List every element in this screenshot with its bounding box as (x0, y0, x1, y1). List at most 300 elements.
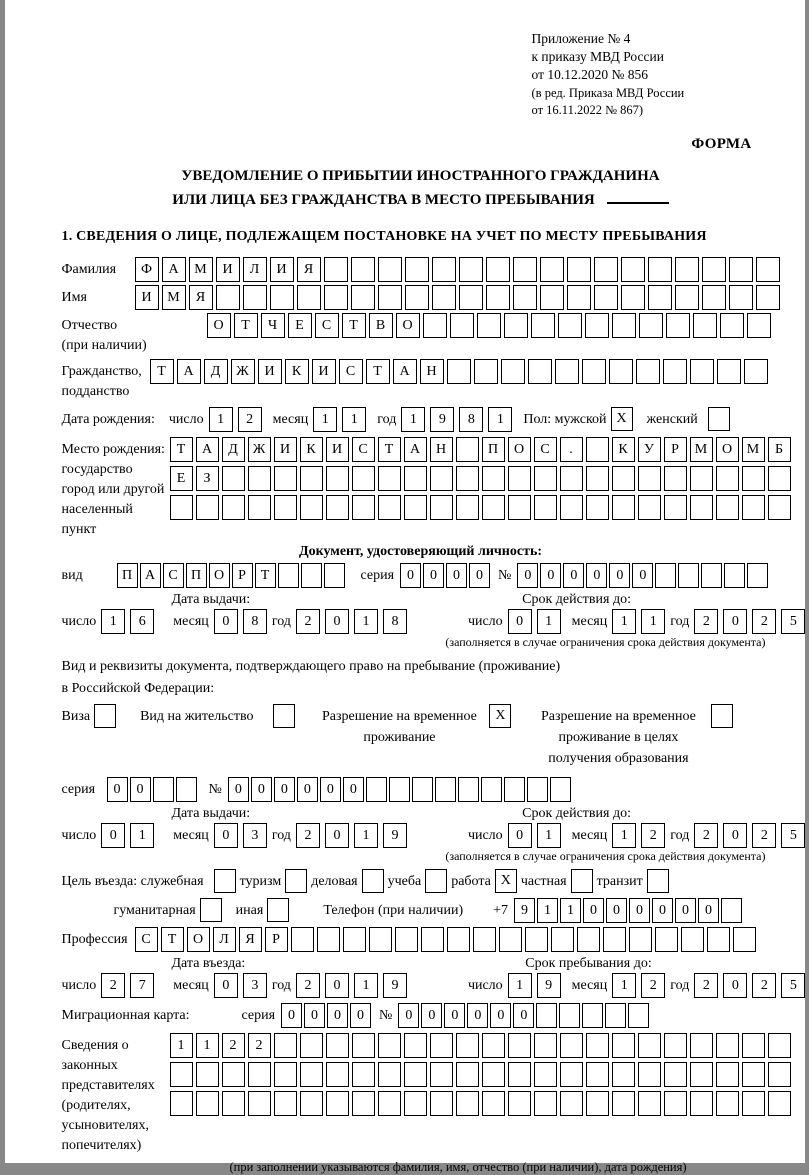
form-cell[interactable]: М (162, 285, 186, 310)
form-cell[interactable] (648, 257, 672, 282)
form-cell[interactable] (404, 1062, 427, 1087)
form-cell[interactable] (586, 1033, 609, 1058)
form-cell[interactable] (486, 285, 510, 310)
form-cell[interactable]: 0 (606, 898, 627, 923)
form-cell[interactable] (326, 1062, 349, 1087)
form-cell[interactable] (456, 1062, 479, 1087)
form-cell[interactable] (768, 1033, 791, 1058)
form-cell[interactable] (558, 313, 582, 338)
form-cell[interactable] (621, 257, 645, 282)
form-cell[interactable] (326, 1033, 349, 1058)
form-cell[interactable] (378, 495, 401, 520)
form-cell[interactable] (459, 285, 483, 310)
form-cell[interactable] (690, 1033, 713, 1058)
form-cell[interactable] (196, 495, 219, 520)
form-cell[interactable] (456, 1033, 479, 1058)
form-cell[interactable]: 0 (325, 823, 349, 848)
form-cell[interactable] (621, 285, 645, 310)
form-cell[interactable]: И (326, 437, 349, 462)
form-cell[interactable]: 1 (401, 407, 425, 432)
form-cell[interactable]: М (742, 437, 765, 462)
form-cell[interactable]: 1 (537, 823, 561, 848)
form-cell[interactable] (582, 359, 606, 384)
form-cell[interactable] (742, 1033, 765, 1058)
form-cell[interactable] (222, 1062, 245, 1087)
form-cell[interactable] (742, 1062, 765, 1087)
form-cell[interactable] (582, 1003, 603, 1028)
form-cell[interactable] (586, 437, 609, 462)
form-cell[interactable]: И (135, 285, 159, 310)
form-cell[interactable] (724, 563, 745, 588)
form-cell[interactable] (577, 927, 600, 952)
form-cell[interactable] (560, 466, 583, 491)
form-cell[interactable]: Ч (261, 313, 285, 338)
form-cell[interactable]: С (163, 563, 184, 588)
form-cell[interactable] (536, 1003, 557, 1028)
migration-card-number[interactable] (398, 1003, 651, 1028)
form-cell[interactable]: Я (297, 257, 321, 282)
form-cell[interactable]: 1 (612, 973, 636, 998)
form-cell[interactable] (550, 777, 571, 802)
form-cell[interactable] (378, 1091, 401, 1116)
form-cell[interactable]: К (612, 437, 635, 462)
form-cell[interactable] (324, 563, 345, 588)
profession-field[interactable] (135, 927, 759, 952)
birth-year-field[interactable] (401, 407, 517, 432)
form-cell[interactable] (404, 466, 427, 491)
form-cell[interactable]: 2 (296, 609, 320, 634)
form-cell[interactable] (473, 927, 496, 952)
form-cell[interactable]: С (352, 437, 375, 462)
form-cell[interactable]: Л (243, 257, 267, 282)
permit-issue-day[interactable] (101, 823, 159, 848)
permit-issue-year[interactable] (296, 823, 412, 848)
form-cell[interactable] (638, 1033, 661, 1058)
form-cell[interactable] (456, 466, 479, 491)
form-cell[interactable] (594, 285, 618, 310)
form-cell[interactable]: 0 (350, 1003, 371, 1028)
form-cell[interactable]: Д (204, 359, 228, 384)
purpose-private-checkbox[interactable] (571, 869, 593, 893)
form-cell[interactable]: 1 (612, 823, 636, 848)
form-cell[interactable]: 2 (296, 823, 320, 848)
form-cell[interactable] (555, 359, 579, 384)
form-cell[interactable]: 1 (560, 898, 581, 923)
form-cell[interactable]: А (404, 437, 427, 462)
form-cell[interactable]: 1 (488, 407, 512, 432)
form-cell[interactable]: 0 (228, 777, 249, 802)
form-cell[interactable] (638, 495, 661, 520)
form-cell[interactable] (675, 257, 699, 282)
form-cell[interactable]: Т (342, 313, 366, 338)
form-cell[interactable] (721, 898, 742, 923)
form-cell[interactable]: 9 (430, 407, 454, 432)
form-cell[interactable]: 0 (467, 1003, 488, 1028)
form-cell[interactable] (531, 313, 555, 338)
form-cell[interactable]: 0 (107, 777, 128, 802)
stay-month[interactable] (612, 973, 670, 998)
form-cell[interactable] (756, 285, 780, 310)
form-cell[interactable] (664, 1033, 687, 1058)
form-cell[interactable] (369, 927, 392, 952)
form-cell[interactable] (742, 466, 765, 491)
form-cell[interactable] (612, 466, 635, 491)
form-cell[interactable] (508, 1062, 531, 1087)
form-cell[interactable] (508, 495, 531, 520)
form-cell[interactable]: 2 (641, 973, 665, 998)
form-cell[interactable] (176, 777, 197, 802)
form-cell[interactable]: И (274, 437, 297, 462)
form-cell[interactable]: . (560, 437, 583, 462)
form-cell[interactable]: 0 (214, 973, 238, 998)
form-cell[interactable] (274, 466, 297, 491)
form-cell[interactable]: Л (213, 927, 236, 952)
form-cell[interactable] (423, 313, 447, 338)
form-cell[interactable] (729, 257, 753, 282)
form-cell[interactable] (430, 1091, 453, 1116)
form-cell[interactable] (404, 1091, 427, 1116)
form-cell[interactable] (666, 313, 690, 338)
doc-valid-day[interactable] (508, 609, 566, 634)
form-cell[interactable] (513, 285, 537, 310)
entry-day[interactable] (101, 973, 159, 998)
form-cell[interactable]: 0 (214, 609, 238, 634)
form-cell[interactable] (326, 1091, 349, 1116)
form-cell[interactable] (170, 495, 193, 520)
form-cell[interactable]: 8 (243, 609, 267, 634)
form-cell[interactable] (636, 359, 660, 384)
form-cell[interactable] (378, 285, 402, 310)
form-cell[interactable]: И (270, 257, 294, 282)
entry-month[interactable] (214, 973, 272, 998)
form-cell[interactable]: 8 (383, 609, 407, 634)
form-cell[interactable]: А (162, 257, 186, 282)
form-cell[interactable]: 0 (343, 777, 364, 802)
form-cell[interactable]: 5 (781, 823, 805, 848)
form-cell[interactable]: 0 (583, 898, 604, 923)
name-field[interactable] (135, 285, 783, 310)
form-cell[interactable] (527, 777, 548, 802)
form-cell[interactable] (412, 777, 433, 802)
form-cell[interactable]: 1 (313, 407, 337, 432)
form-cell[interactable] (352, 466, 375, 491)
form-cell[interactable]: Ж (231, 359, 255, 384)
sex-male-checkbox[interactable]: X (611, 407, 633, 431)
form-cell[interactable] (324, 257, 348, 282)
form-cell[interactable] (351, 257, 375, 282)
form-cell[interactable]: Б (768, 437, 791, 462)
form-cell[interactable] (389, 777, 410, 802)
form-cell[interactable] (744, 359, 768, 384)
form-cell[interactable] (278, 563, 299, 588)
form-cell[interactable]: 0 (423, 563, 444, 588)
form-cell[interactable]: О (508, 437, 531, 462)
doc-issue-year[interactable] (296, 609, 412, 634)
form-cell[interactable] (324, 285, 348, 310)
form-cell[interactable] (477, 313, 501, 338)
form-cell[interactable]: 0 (723, 973, 747, 998)
form-cell[interactable]: П (117, 563, 138, 588)
form-cell[interactable] (274, 1091, 297, 1116)
form-cell[interactable] (499, 927, 522, 952)
form-cell[interactable] (612, 1062, 635, 1087)
form-cell[interactable] (768, 1062, 791, 1087)
form-cell[interactable] (486, 257, 510, 282)
form-cell[interactable] (664, 495, 687, 520)
form-cell[interactable] (605, 1003, 626, 1028)
form-cell[interactable] (638, 1091, 661, 1116)
form-cell[interactable] (430, 495, 453, 520)
form-cell[interactable]: 0 (398, 1003, 419, 1028)
form-cell[interactable] (450, 313, 474, 338)
form-cell[interactable]: А (177, 359, 201, 384)
form-cell[interactable]: 0 (490, 1003, 511, 1028)
form-cell[interactable] (560, 1033, 583, 1058)
permit-valid-day[interactable] (508, 823, 566, 848)
form-cell[interactable]: С (315, 313, 339, 338)
permit-series-field[interactable] (107, 777, 199, 802)
form-cell[interactable] (664, 466, 687, 491)
form-cell[interactable]: 5 (781, 973, 805, 998)
form-cell[interactable]: 2 (752, 973, 776, 998)
form-cell[interactable] (756, 257, 780, 282)
form-cell[interactable] (343, 927, 366, 952)
form-cell[interactable]: 0 (101, 823, 125, 848)
form-cell[interactable] (534, 466, 557, 491)
form-cell[interactable]: М (189, 257, 213, 282)
form-cell[interactable]: А (393, 359, 417, 384)
form-cell[interactable]: Е (170, 466, 193, 491)
form-cell[interactable]: 6 (130, 609, 154, 634)
form-cell[interactable]: 0 (652, 898, 673, 923)
form-cell[interactable]: 7 (130, 973, 154, 998)
purpose-study-checkbox[interactable] (425, 869, 447, 893)
form-cell[interactable] (459, 257, 483, 282)
form-cell[interactable] (648, 285, 672, 310)
form-cell[interactable]: 0 (421, 1003, 442, 1028)
residence-permit-checkbox[interactable] (273, 704, 295, 728)
form-cell[interactable] (366, 777, 387, 802)
form-cell[interactable]: 0 (130, 777, 151, 802)
form-cell[interactable] (612, 1033, 635, 1058)
form-cell[interactable]: 0 (274, 777, 295, 802)
doc-series-field[interactable] (400, 563, 492, 588)
form-cell[interactable] (432, 285, 456, 310)
form-cell[interactable] (690, 1091, 713, 1116)
form-cell[interactable] (655, 563, 676, 588)
form-cell[interactable] (678, 563, 699, 588)
birth-day-field[interactable] (209, 407, 267, 432)
form-cell[interactable] (482, 1062, 505, 1087)
visa-checkbox[interactable] (94, 704, 116, 728)
form-cell[interactable] (690, 359, 714, 384)
form-cell[interactable] (586, 1062, 609, 1087)
form-cell[interactable]: 2 (752, 609, 776, 634)
sex-female-checkbox[interactable] (708, 407, 730, 431)
form-cell[interactable]: 1 (196, 1033, 219, 1058)
form-cell[interactable] (638, 1062, 661, 1087)
form-cell[interactable]: 2 (296, 973, 320, 998)
form-cell[interactable]: О (396, 313, 420, 338)
form-cell[interactable] (768, 495, 791, 520)
doc-issue-month[interactable] (214, 609, 272, 634)
form-cell[interactable] (716, 1033, 739, 1058)
form-cell[interactable] (435, 777, 456, 802)
form-cell[interactable]: 1 (508, 973, 532, 998)
form-cell[interactable]: 2 (752, 823, 776, 848)
form-cell[interactable]: 0 (629, 898, 650, 923)
form-cell[interactable] (482, 1033, 505, 1058)
form-cell[interactable]: 0 (540, 563, 561, 588)
form-cell[interactable] (395, 927, 418, 952)
form-cell[interactable] (594, 257, 618, 282)
surname-field[interactable] (135, 257, 783, 282)
form-cell[interactable] (612, 313, 636, 338)
birthplace-row3[interactable] (170, 495, 794, 520)
form-cell[interactable] (655, 927, 678, 952)
form-cell[interactable]: 1 (354, 609, 378, 634)
form-cell[interactable] (248, 495, 271, 520)
form-cell[interactable]: В (369, 313, 393, 338)
form-cell[interactable] (639, 313, 663, 338)
form-cell[interactable]: 2 (238, 407, 262, 432)
form-cell[interactable]: 2 (694, 973, 718, 998)
form-cell[interactable] (317, 927, 340, 952)
form-cell[interactable]: 1 (354, 823, 378, 848)
patronymic-field[interactable] (207, 313, 774, 338)
form-cell[interactable]: Ф (135, 257, 159, 282)
form-cell[interactable]: Т (161, 927, 184, 952)
form-cell[interactable]: 9 (514, 898, 535, 923)
form-cell[interactable]: 1 (612, 609, 636, 634)
citizenship-field[interactable] (150, 359, 771, 384)
form-cell[interactable] (717, 359, 741, 384)
form-cell[interactable]: И (258, 359, 282, 384)
form-cell[interactable]: 0 (469, 563, 490, 588)
purpose-official-checkbox[interactable] (214, 869, 236, 893)
birthplace-row1[interactable] (170, 437, 794, 462)
form-cell[interactable] (404, 495, 427, 520)
form-cell[interactable] (742, 1091, 765, 1116)
form-cell[interactable]: Т (366, 359, 390, 384)
form-cell[interactable]: 1 (641, 609, 665, 634)
form-cell[interactable]: 0 (444, 1003, 465, 1028)
form-cell[interactable] (612, 1091, 635, 1116)
form-cell[interactable] (222, 466, 245, 491)
permit-issue-month[interactable] (214, 823, 272, 848)
doc-number-field[interactable] (517, 563, 770, 588)
temp-residence-checkbox[interactable]: X (489, 704, 511, 728)
purpose-tourism-checkbox[interactable] (285, 869, 307, 893)
form-cell[interactable] (690, 1062, 713, 1087)
form-cell[interactable] (628, 1003, 649, 1028)
form-cell[interactable] (716, 1091, 739, 1116)
form-cell[interactable] (352, 495, 375, 520)
form-cell[interactable]: С (339, 359, 363, 384)
form-cell[interactable] (567, 285, 591, 310)
form-cell[interactable]: А (196, 437, 219, 462)
permit-valid-year[interactable] (694, 823, 809, 848)
form-cell[interactable] (729, 285, 753, 310)
form-cell[interactable]: 0 (400, 563, 421, 588)
form-cell[interactable] (222, 1091, 245, 1116)
migration-card-series[interactable] (281, 1003, 373, 1028)
form-cell[interactable]: И (216, 257, 240, 282)
form-cell[interactable]: Н (430, 437, 453, 462)
form-cell[interactable]: О (187, 927, 210, 952)
doc-issue-day[interactable] (101, 609, 159, 634)
form-cell[interactable]: 1 (130, 823, 154, 848)
temp-residence-edu-checkbox[interactable] (711, 704, 733, 728)
form-cell[interactable] (153, 777, 174, 802)
form-cell[interactable] (430, 1033, 453, 1058)
form-cell[interactable] (274, 1062, 297, 1087)
form-cell[interactable] (567, 257, 591, 282)
form-cell[interactable] (216, 285, 240, 310)
form-cell[interactable]: 2 (248, 1033, 271, 1058)
form-cell[interactable] (742, 495, 765, 520)
doc-valid-year[interactable] (694, 609, 809, 634)
form-cell[interactable]: Я (239, 927, 262, 952)
form-cell[interactable]: 0 (513, 1003, 534, 1028)
form-cell[interactable]: 0 (281, 1003, 302, 1028)
form-cell[interactable]: Р (265, 927, 288, 952)
permit-valid-month[interactable] (612, 823, 670, 848)
form-cell[interactable]: 2 (101, 973, 125, 998)
form-cell[interactable]: 0 (609, 563, 630, 588)
form-cell[interactable]: 0 (446, 563, 467, 588)
doc-type-field[interactable] (117, 563, 347, 588)
form-cell[interactable]: 5 (781, 609, 805, 634)
form-cell[interactable] (352, 1033, 375, 1058)
form-cell[interactable]: 2 (694, 609, 718, 634)
form-cell[interactable] (447, 927, 470, 952)
form-cell[interactable] (534, 1062, 557, 1087)
form-cell[interactable] (540, 257, 564, 282)
form-cell[interactable] (404, 1033, 427, 1058)
form-cell[interactable] (693, 313, 717, 338)
entry-year[interactable] (296, 973, 412, 998)
form-cell[interactable] (352, 1091, 375, 1116)
purpose-other-checkbox[interactable] (267, 898, 289, 922)
form-cell[interactable] (504, 313, 528, 338)
form-cell[interactable] (300, 495, 323, 520)
form-cell[interactable] (405, 257, 429, 282)
form-cell[interactable] (301, 563, 322, 588)
form-cell[interactable]: Т (170, 437, 193, 462)
form-cell[interactable]: М (690, 437, 713, 462)
form-cell[interactable] (300, 466, 323, 491)
form-cell[interactable] (702, 285, 726, 310)
purpose-business-checkbox[interactable] (362, 869, 384, 893)
form-cell[interactable] (456, 437, 479, 462)
form-cell[interactable] (482, 495, 505, 520)
form-cell[interactable]: 1 (170, 1033, 193, 1058)
form-cell[interactable] (586, 495, 609, 520)
form-cell[interactable]: О (207, 313, 231, 338)
form-cell[interactable] (716, 495, 739, 520)
form-cell[interactable]: 1 (101, 609, 125, 634)
form-cell[interactable] (501, 359, 525, 384)
form-cell[interactable]: А (140, 563, 161, 588)
form-cell[interactable] (508, 1033, 531, 1058)
form-cell[interactable] (629, 927, 652, 952)
form-cell[interactable] (716, 1062, 739, 1087)
form-cell[interactable] (430, 466, 453, 491)
form-cell[interactable]: Ж (248, 437, 271, 462)
form-cell[interactable] (297, 285, 321, 310)
form-cell[interactable] (701, 563, 722, 588)
